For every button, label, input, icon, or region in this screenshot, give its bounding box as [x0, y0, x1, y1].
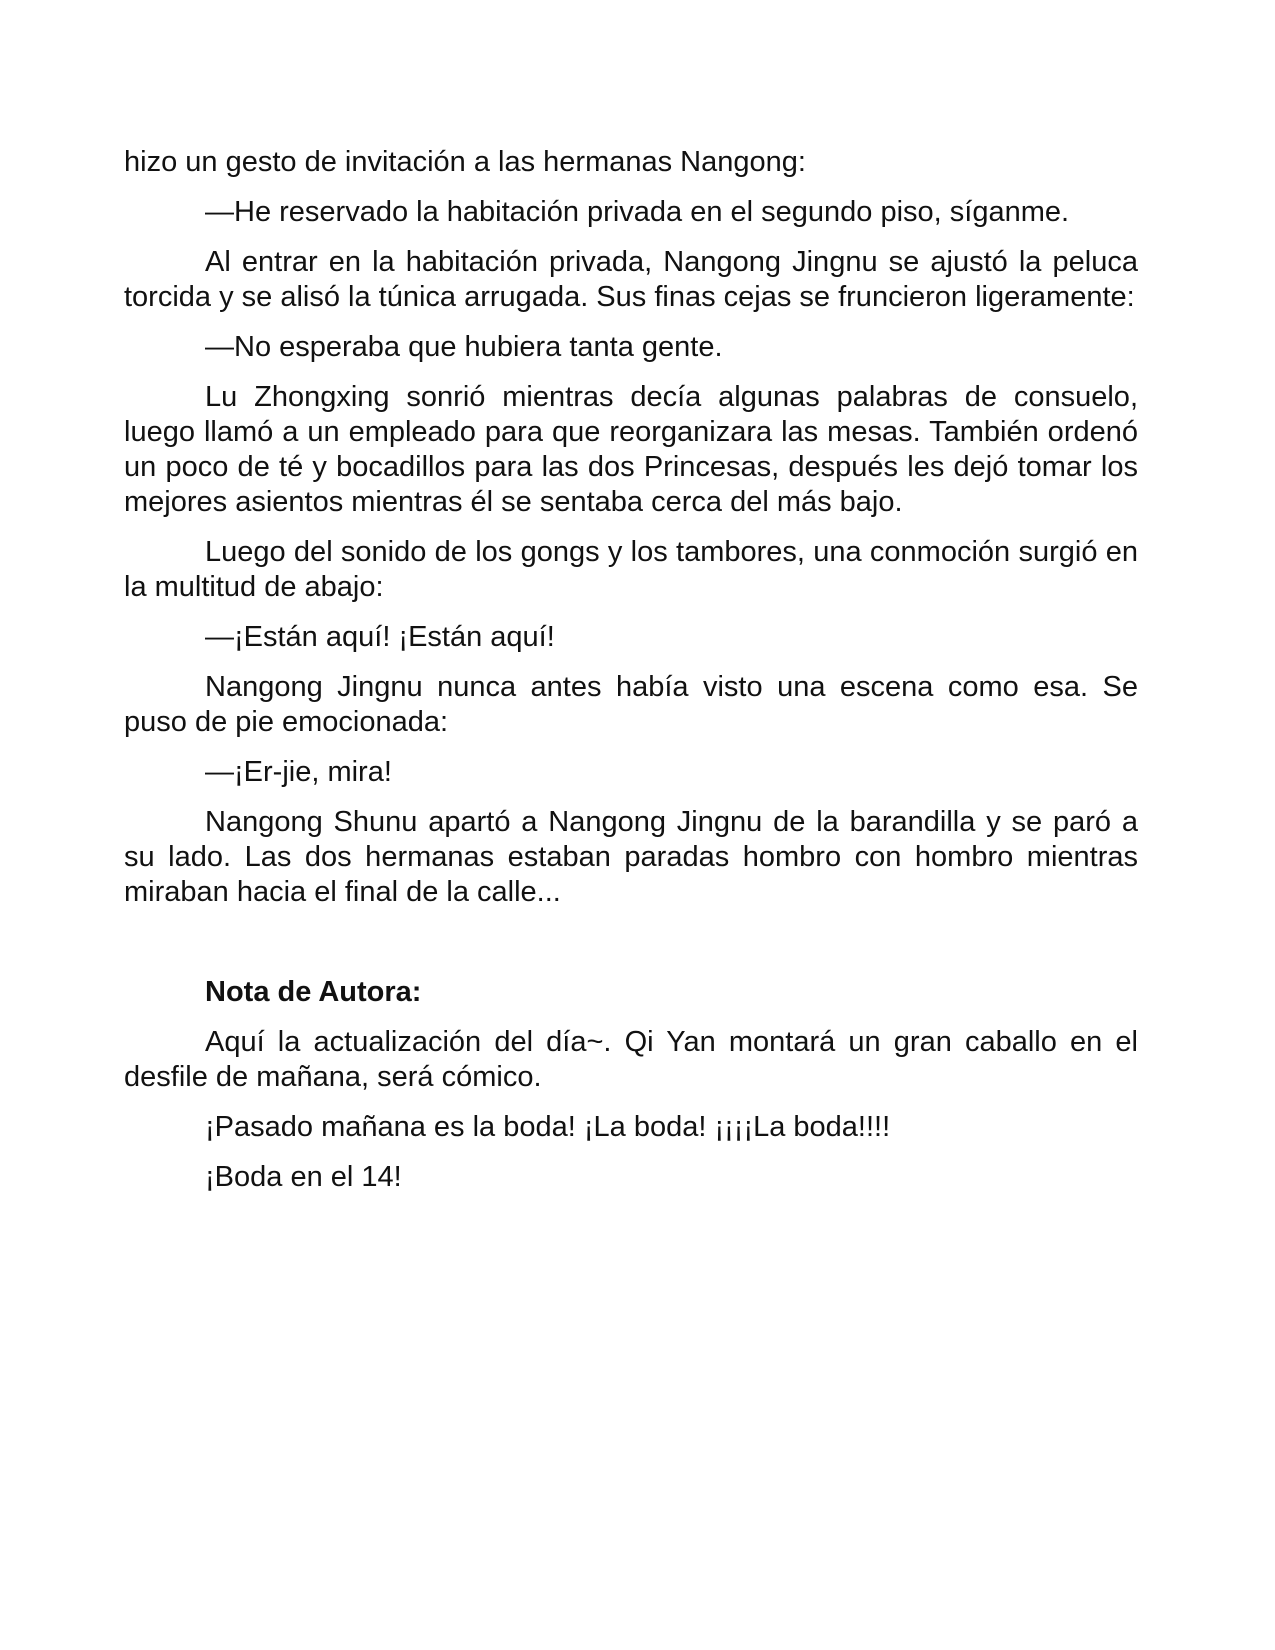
- author-note-heading: Nota de Autora:: [205, 976, 422, 1008]
- story-paragraph-1: hizo un gesto de invitación a las hermanas Nangong:: [124, 146, 806, 178]
- story-paragraph-9: —¡Er-jie, mira!: [205, 756, 392, 788]
- author-note-paragraph-1: Aquí la actualización del día~. Qi Yan montará un gran caballo en el desfile de mañana, será cómico.: [124, 1026, 1138, 1093]
- author-note-paragraph-3: ¡Boda en el 14!: [205, 1161, 402, 1193]
- story-paragraph-7: —¡Están aquí! ¡Están aquí!: [205, 621, 555, 653]
- story-paragraph-3: Al entrar en la habitación privada, Nangong Jingnu se ajustó la peluca torcida y se alisó la túnica arrugada. Sus finas cejas se fruncieron ligeramente:: [124, 246, 1138, 313]
- story-paragraph-5: Lu Zhongxing sonrió mientras decía algunas palabras de consuelo, luego llamó a un empleado para que reorganizara las mesas. También ordenó un poco de té y bocadillos para las dos Princesas, después les dejó tomar los mejores asientos mientras él se sentaba cerca del más bajo.: [124, 381, 1138, 518]
- document-page: [124, 145, 1138, 1210]
- story-paragraph-10: Nangong Shunu apartó a Nangong Jingnu de la barandilla y se paró a su lado. Las dos hermanas estaban paradas hombro con hombro mientras miraban hacia el final de la calle...: [124, 806, 1138, 908]
- story-paragraph-8: Nangong Jingnu nunca antes había visto una escena como esa. Se puso de pie emocionada:: [124, 671, 1138, 738]
- section-spacer: [124, 925, 1138, 975]
- author-note-paragraph-2: ¡Pasado mañana es la boda! ¡La boda! ¡¡¡¡La boda!!!!: [205, 1111, 891, 1143]
- story-paragraph-2: —He reservado la habitación privada en el segundo piso, síganme.: [205, 196, 1070, 228]
- story-paragraph-6: Luego del sonido de los gongs y los tambores, una conmoción surgió en la multitud de abajo:: [124, 536, 1138, 603]
- story-paragraph-4: —No esperaba que hubiera tanta gente.: [205, 331, 723, 363]
